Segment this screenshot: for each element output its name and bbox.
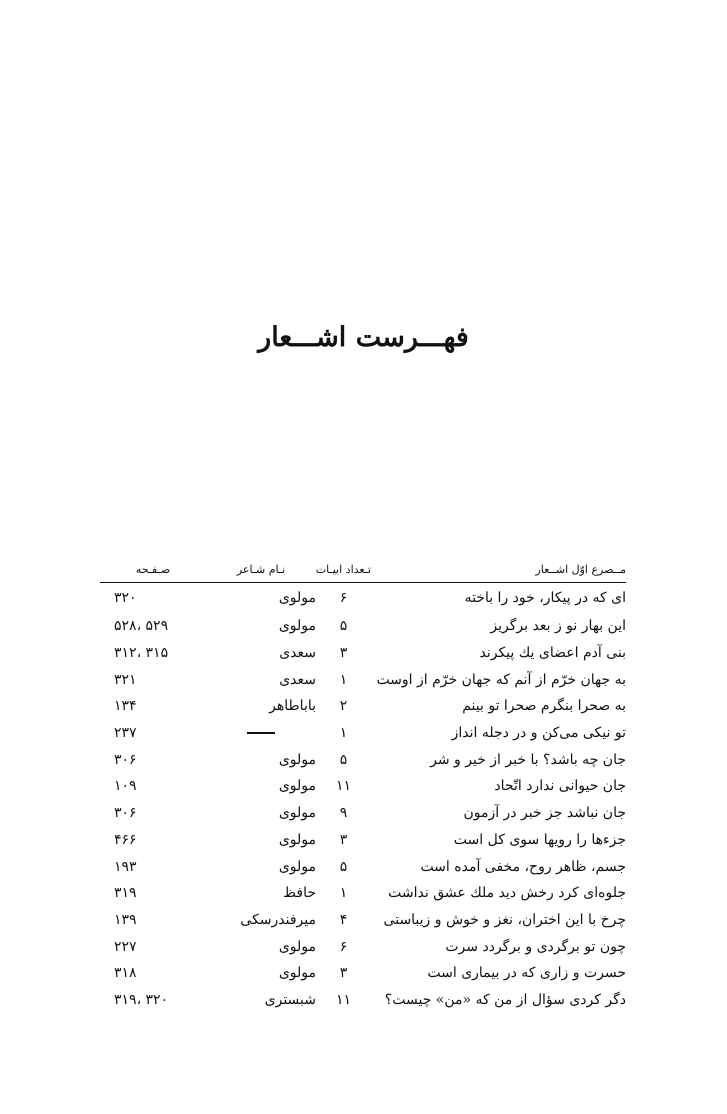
page-title: فهـــرست اشـــعار [258, 322, 469, 353]
table-row [100, 827, 626, 854]
header-poet-name: نـام شـاعر [206, 563, 316, 583]
verse-count-cell: ۲ [339, 698, 348, 715]
table-row [100, 907, 626, 934]
poet-name-cell: سعدی [279, 645, 316, 662]
first-hemistich-cell: چون تو برگردی و برگردد سرت [445, 938, 626, 955]
first-hemistich-cell: جلوه‌ای کرد رخش دید ملك عشق نداشت [388, 885, 626, 902]
page-number-cell: ۳۱۵ ،۳۱۲ [114, 645, 169, 662]
poet-name-cell: مولوی [278, 965, 316, 982]
header-page: صـفـحه [100, 563, 206, 583]
first-hemistich-cell: بنی آدم اعضای یك پیکرند [479, 645, 626, 662]
table-row [100, 613, 626, 640]
first-hemistich-cell: جان حیوانی ندارد اتّحاد [494, 778, 626, 795]
table-body [100, 583, 626, 1014]
poet-name-cell: باباطاهر [269, 698, 316, 715]
poem-index-table [100, 563, 626, 1013]
verse-count-cell: ۵ [339, 858, 348, 875]
table-row [100, 583, 626, 614]
table-row [100, 960, 626, 987]
page-number-cell: ۳۲۰ ،۳۱۹ [114, 991, 169, 1008]
first-hemistich-cell: جسم، ظاهر روح، مخفی آمده است [420, 858, 626, 875]
first-hemistich-cell: تو نیکی می‌کن و در دجله انداز [451, 725, 626, 742]
table-header-row [100, 563, 626, 583]
first-hemistich-cell: جان چه باشد؟ با خبر از خیر و شر [430, 751, 626, 768]
table-row [100, 853, 626, 880]
first-hemistich-cell: به صحرا بنگرم صحرا تو بینم [462, 698, 626, 715]
poet-name-cell: سعدی [279, 671, 316, 688]
verse-count-cell: ۵ [339, 618, 348, 635]
verse-count-cell: ۴ [339, 911, 348, 928]
page-number-cell: ۲۳۷ [114, 725, 137, 742]
table-row [100, 987, 626, 1014]
table-row [100, 746, 626, 773]
table-row [100, 693, 626, 720]
first-hemistich-cell: ای که در پیکار، خود را باخته [464, 590, 626, 606]
page-number-cell: ۱۰۹ [114, 778, 137, 795]
verse-count-cell: ۱۱ [335, 778, 352, 795]
page-number-cell: ۳۰۶ [114, 805, 137, 822]
table-row [100, 640, 626, 667]
verse-count-cell: ۶ [339, 590, 348, 606]
table-row [100, 933, 626, 960]
page-number-cell: ۳۲۱ [114, 671, 137, 688]
poet-name-cell: مولوی [278, 618, 316, 635]
first-hemistich-cell: به جهان خرّم از آنم که جهان خرّم از اوست [376, 671, 626, 688]
poet-name-cell: مولوی [278, 751, 316, 768]
table-row [100, 666, 626, 693]
verse-count-cell: ۹ [339, 805, 348, 822]
page-number-cell: ۱۹۳ [114, 858, 137, 875]
verse-count-cell: ۳ [339, 645, 348, 662]
poet-name-cell: مولوی [278, 831, 316, 848]
header-first-hemistich: مــصرع اوّل اشــعار [371, 563, 626, 583]
poet-name-cell: مولوی [278, 858, 316, 875]
table-row [100, 800, 626, 827]
table-row [100, 773, 626, 800]
verse-count-cell: ۶ [339, 938, 348, 955]
poet-name-cell [206, 720, 316, 747]
first-hemistich-cell: چرخ با این اختران، نغز و خوش و زیباستی [383, 911, 626, 928]
poet-name-cell: مولوی [278, 805, 316, 822]
first-hemistich-cell: جان نباشد جز خبر در آزمون [463, 805, 626, 822]
verse-count-cell: ۵ [339, 751, 348, 768]
verse-count-cell: ۱ [339, 671, 348, 688]
poet-name-cell: مولوی [278, 778, 316, 795]
page-number-cell: ۳۱۹ [114, 885, 137, 902]
table-row [100, 720, 626, 747]
page-number-cell: ۵۲۹ ،۵۲۸ [114, 618, 169, 635]
page-number-cell: ۲۲۷ [114, 938, 137, 955]
header-verse-count: تـعداد ابیـات [316, 563, 371, 583]
poet-name-cell: مولوی [278, 590, 316, 606]
verse-count-cell: ۱۱ [335, 991, 352, 1008]
poet-name-cell: شبستری [264, 991, 316, 1008]
first-hemistich-cell: جزءها را رویها سوی کل است [453, 831, 626, 848]
first-hemistich-cell: حسرت و زاری که در بیماری است [427, 965, 626, 982]
unknown-poet-dash [247, 732, 275, 734]
page-number-cell: ۱۳۹ [114, 911, 137, 928]
table-row [100, 880, 626, 907]
poet-name-cell: میرفندرسکی [240, 911, 316, 928]
page-number-cell: ۳۰۶ [114, 751, 137, 768]
poet-name-cell: مولوی [278, 938, 316, 955]
page-number-cell: ۳۱۸ [114, 965, 137, 982]
verse-count-cell: ۱ [339, 725, 348, 742]
first-hemistich-cell: دگر کردی سؤال از من که «من» چیست؟ [384, 991, 626, 1008]
poet-name-cell: حافظ [283, 885, 316, 902]
page-number-cell: ۳۲۰ [114, 590, 137, 606]
page-number-cell: ۴۶۶ [114, 831, 137, 848]
verse-count-cell: ۳ [339, 965, 348, 982]
page-number-cell: ۱۳۴ [114, 698, 137, 715]
first-hemistich-cell: این بهار نو ز بعد برگریز [490, 618, 626, 635]
verse-count-cell: ۱ [339, 885, 348, 902]
verse-count-cell: ۳ [339, 831, 348, 848]
